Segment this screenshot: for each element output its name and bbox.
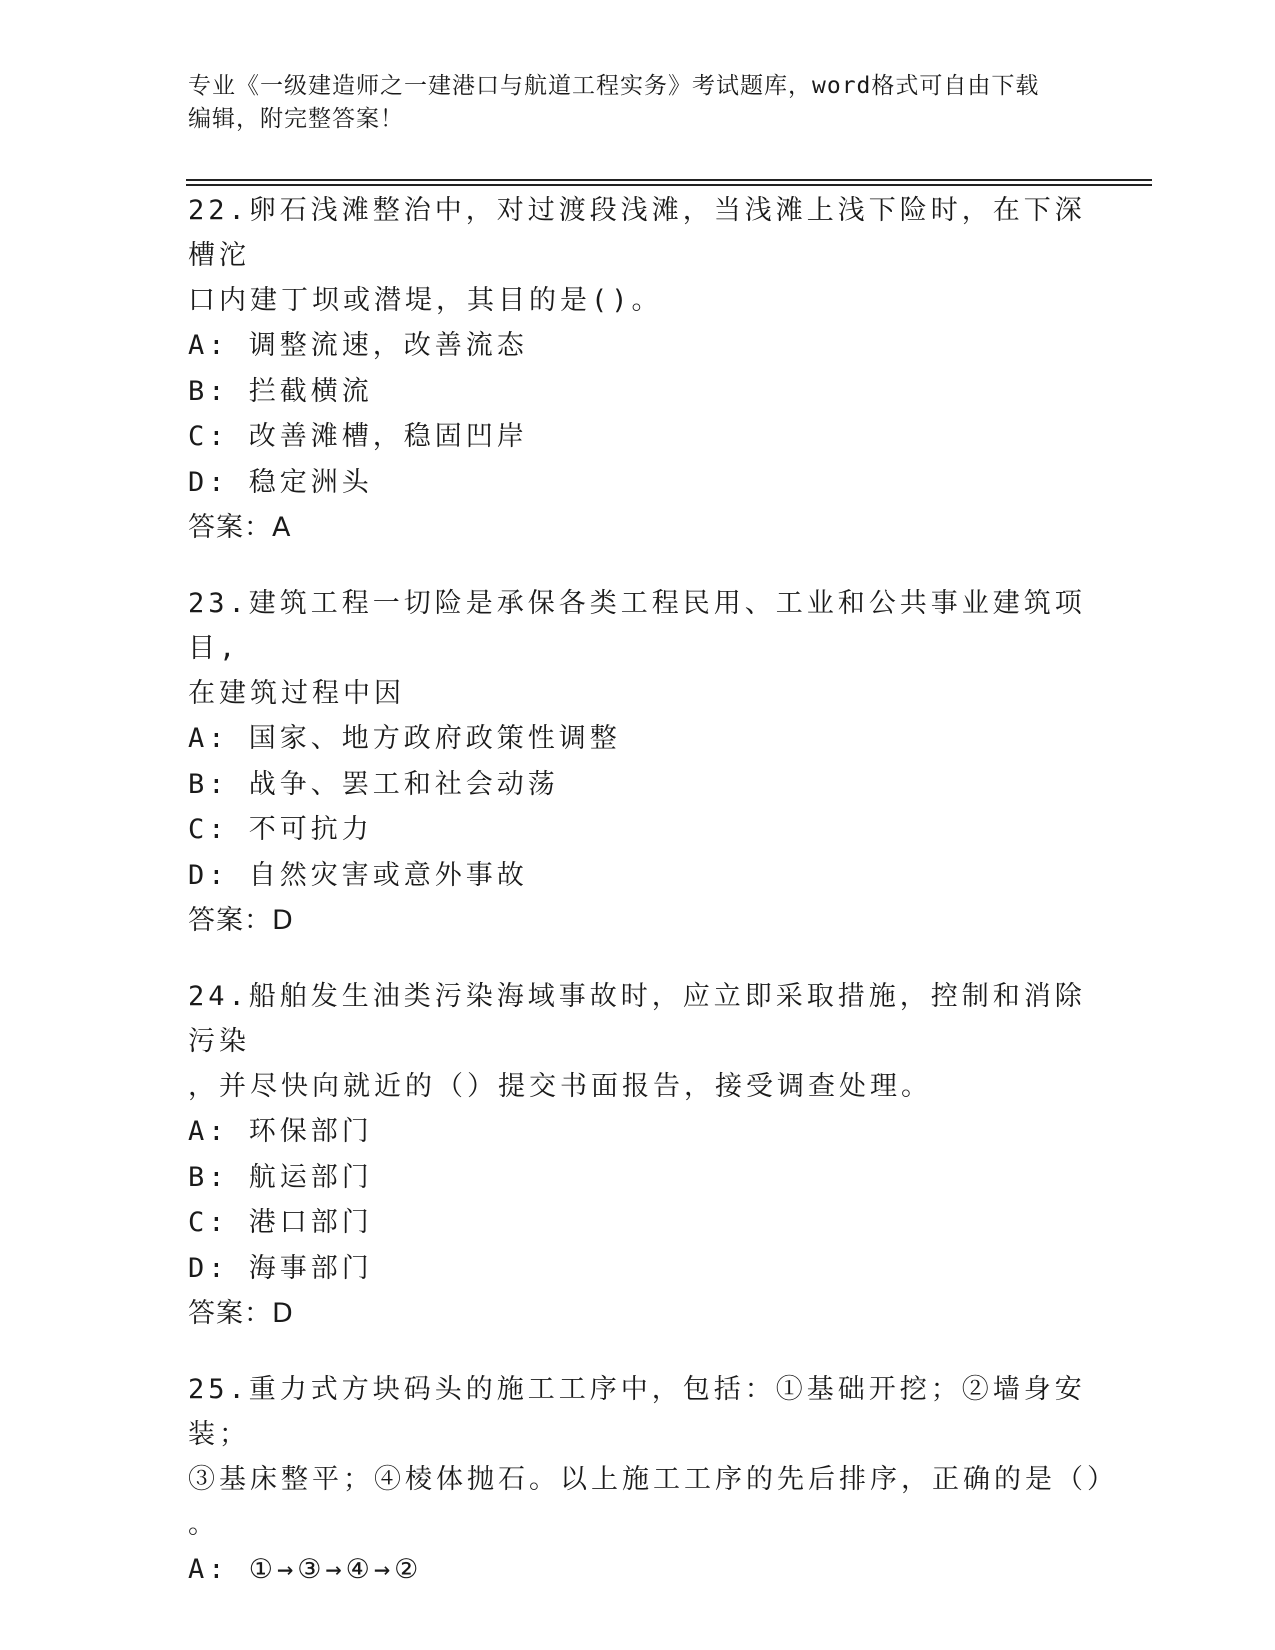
header-line-2: 编辑，附完整答案！ [188, 106, 404, 132]
option-c: C: 港口部门 [188, 1207, 373, 1238]
question-text-line: 25.重力式方块码头的施工工序中，包括：①基础开挖；②墙身安装； [188, 1374, 1086, 1450]
question-text [188, 974, 1108, 1109]
option-c: C: 不可抗力 [188, 814, 373, 845]
option-d: D: 自然灾害或意外事故 [188, 859, 528, 891]
question-text-line: 24.船舶发生油类污染海域事故时，应立即采取措施，控制和消除污染 [188, 981, 1086, 1057]
question-text [188, 1367, 1118, 1547]
option-a: A: 国家、地方政府政策性调整 [188, 723, 621, 754]
question-24 [188, 974, 1108, 1336]
option-c: C: 改善滩槽，稳固凹岸 [188, 421, 528, 452]
header-rule-bottom [186, 184, 1152, 186]
question-text [188, 581, 1108, 716]
question-23 [188, 581, 1108, 943]
option-b: B: 战争、罢工和社会动荡 [188, 768, 559, 800]
header-rule-top [186, 179, 1152, 181]
question-text-line: ③基床整平；④棱体抛石。以上施工工序的先后排序，正确的是（） [188, 1464, 1118, 1495]
header-line-1: 专业《一级建造师之一建港口与航道工程实务》考试题库，word格式可自由下载 [188, 73, 1040, 99]
option-a: A: 调整流速，改善流态 [188, 330, 528, 361]
question-list [188, 188, 1118, 1624]
question-text [188, 188, 1108, 323]
answer: 答案：D [188, 905, 294, 936]
option-a: A: 环保部门 [188, 1116, 373, 1147]
document-header [188, 70, 1088, 136]
option-b: B: 拦截横流 [188, 375, 373, 407]
answer: 答案：D [188, 1298, 294, 1329]
question-text-line: 。 [188, 1509, 219, 1540]
question-text-line: 23.建筑工程一切险是承保各类工程民用、工业和公共事业建筑项目, [188, 588, 1086, 664]
option-d: D: 稳定洲头 [188, 466, 373, 498]
question-22 [188, 188, 1108, 550]
option-a: A: ①→③→④→② [188, 1554, 423, 1585]
question-text-line: 口内建丁坝或潜堤，其目的是()。 [188, 285, 663, 316]
question-text-line: 22.卵石浅滩整治中，对过渡段浅滩，当浅滩上浅下险时，在下深槽沱 [188, 195, 1086, 271]
question-text-line: 在建筑过程中因 [188, 678, 405, 709]
question-25 [188, 1367, 1118, 1593]
question-text-line: ，并尽快向就近的（）提交书面报告，接受调查处理。 [188, 1071, 932, 1102]
answer: 答案：A [188, 512, 292, 543]
option-b: B: 航运部门 [188, 1161, 373, 1193]
option-d: D: 海事部门 [188, 1252, 373, 1284]
